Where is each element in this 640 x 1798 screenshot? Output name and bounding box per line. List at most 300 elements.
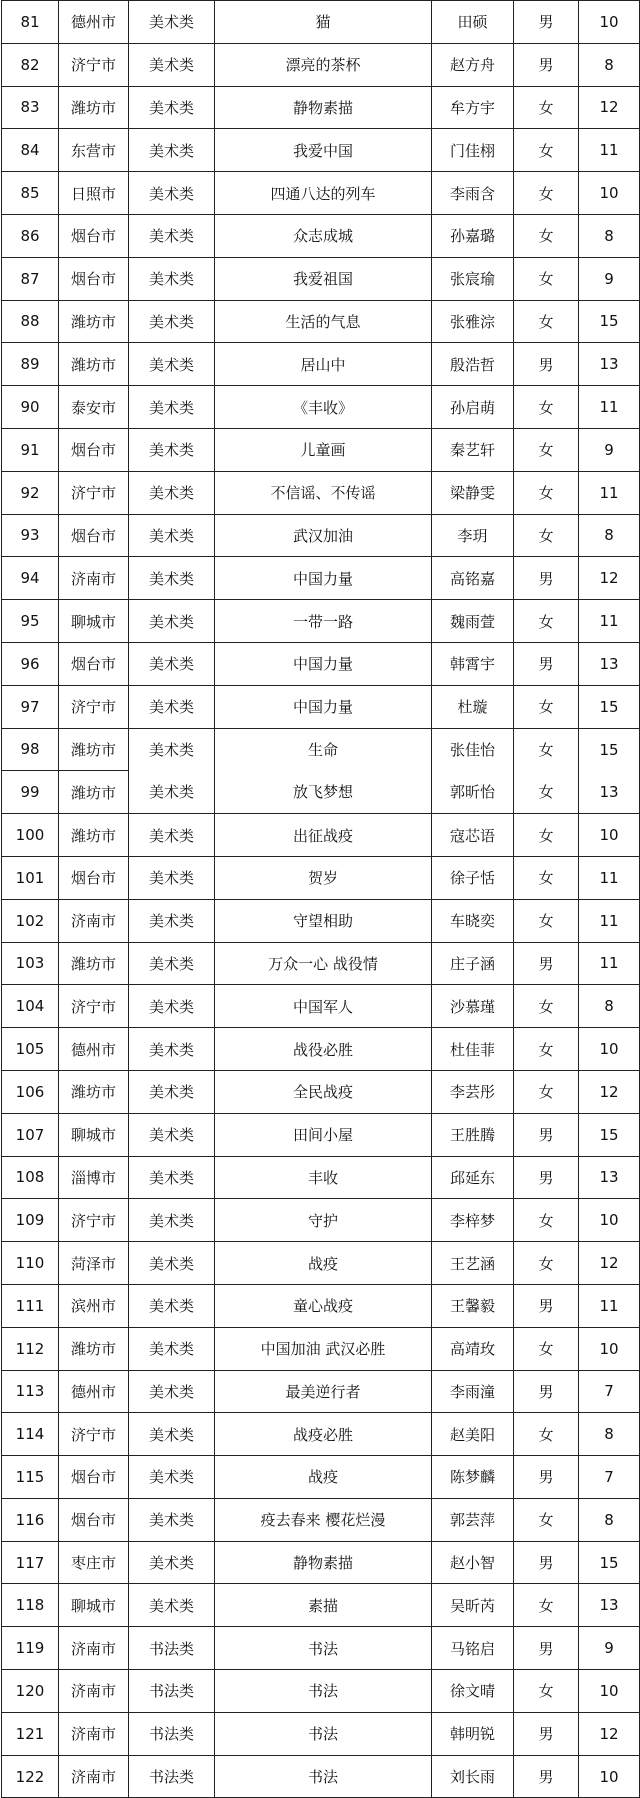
cell-gender: 女 bbox=[514, 257, 579, 300]
cell-work-title: 出征战疫 bbox=[215, 814, 432, 857]
cell-number: 96 bbox=[2, 642, 59, 685]
cell-age: 15 bbox=[579, 728, 640, 771]
cell-student-name: 马铭启 bbox=[432, 1627, 514, 1670]
table-row bbox=[2, 1199, 640, 1242]
cell-category: 美术类 bbox=[129, 386, 215, 429]
cell-work-title: 中国军人 bbox=[215, 985, 432, 1028]
table-row bbox=[2, 214, 640, 257]
cell-work-title: 《丰收》 bbox=[215, 386, 432, 429]
cell-age: 10 bbox=[579, 172, 640, 215]
cell-age: 12 bbox=[579, 86, 640, 129]
table-row bbox=[2, 386, 640, 429]
cell-city: 烟台市 bbox=[59, 428, 129, 471]
table-row bbox=[2, 642, 640, 685]
cell-city: 济南市 bbox=[59, 557, 129, 600]
cell-category: 美术类 bbox=[129, 814, 215, 857]
cell-student-name: 徐子恬 bbox=[432, 856, 514, 899]
cell-student-name: 车晓奕 bbox=[432, 899, 514, 942]
cell-work-title: 儿童画 bbox=[215, 428, 432, 471]
cell-student-name: 孙启萌 bbox=[432, 386, 514, 429]
cell-work-title: 书法 bbox=[215, 1670, 432, 1713]
cell-number: 121 bbox=[2, 1712, 59, 1755]
cell-category: 美术类 bbox=[129, 1327, 215, 1370]
cell-city: 日照市 bbox=[59, 172, 129, 215]
cell-work-title: 书法 bbox=[215, 1627, 432, 1670]
cell-student-name: 田硕 bbox=[432, 1, 514, 44]
cell-category: 美术类 bbox=[129, 1584, 215, 1627]
cell-age: 13 bbox=[579, 642, 640, 685]
cell-category: 美术类 bbox=[129, 942, 215, 985]
cell-category: 美术类 bbox=[129, 1498, 215, 1541]
cell-work-title: 中国加油 武汉必胜 bbox=[215, 1327, 432, 1370]
cell-age: 10 bbox=[579, 1755, 640, 1798]
cell-number: 115 bbox=[2, 1456, 59, 1499]
cell-student-name: 李芸彤 bbox=[432, 1070, 514, 1113]
cell-city: 聊城市 bbox=[59, 600, 129, 643]
cell-gender: 女 bbox=[514, 1584, 579, 1627]
cell-category: 美术类 bbox=[129, 471, 215, 514]
table-row bbox=[2, 1498, 640, 1541]
cell-number: 89 bbox=[2, 343, 59, 386]
cell-age: 9 bbox=[579, 257, 640, 300]
cell-category: 美术类 bbox=[129, 685, 215, 728]
table-row bbox=[2, 1670, 640, 1713]
cell-age: 7 bbox=[579, 1370, 640, 1413]
cell-gender: 男 bbox=[514, 43, 579, 86]
cell-work-title: 童心战疫 bbox=[215, 1284, 432, 1327]
cell-age: 11 bbox=[579, 942, 640, 985]
cell-city: 济宁市 bbox=[59, 1199, 129, 1242]
cell-category: 美术类 bbox=[129, 172, 215, 215]
table-row bbox=[2, 1284, 640, 1327]
cell-gender: 男 bbox=[514, 1, 579, 44]
cell-age: 11 bbox=[579, 386, 640, 429]
cell-gender: 女 bbox=[514, 899, 579, 942]
cell-gender: 女 bbox=[514, 685, 579, 728]
cell-gender: 女 bbox=[514, 471, 579, 514]
award-table bbox=[1, 0, 640, 1798]
cell-number: 111 bbox=[2, 1284, 59, 1327]
table-row bbox=[2, 43, 640, 86]
cell-category: 美术类 bbox=[129, 1370, 215, 1413]
cell-student-name: 杜佳菲 bbox=[432, 1028, 514, 1071]
cell-work-title: 田间小屋 bbox=[215, 1113, 432, 1156]
cell-city: 潍坊市 bbox=[59, 1327, 129, 1370]
cell-work-title: 四通八达的列车 bbox=[215, 172, 432, 215]
cell-student-name: 杜璇 bbox=[432, 685, 514, 728]
cell-gender: 女 bbox=[514, 514, 579, 557]
cell-student-name: 赵小智 bbox=[432, 1541, 514, 1584]
cell-age: 13 bbox=[579, 1584, 640, 1627]
cell-age: 12 bbox=[579, 557, 640, 600]
cell-category: 书法类 bbox=[129, 1755, 215, 1798]
table-row bbox=[2, 86, 640, 129]
cell-gender: 男 bbox=[514, 1370, 579, 1413]
cell-category: 美术类 bbox=[129, 428, 215, 471]
table-row bbox=[2, 1541, 640, 1584]
cell-city: 济南市 bbox=[59, 1712, 129, 1755]
cell-student-name: 赵美阳 bbox=[432, 1413, 514, 1456]
cell-student-name: 赵方舟 bbox=[432, 43, 514, 86]
cell-gender: 女 bbox=[514, 1327, 579, 1370]
cell-age: 11 bbox=[579, 129, 640, 172]
table-row bbox=[2, 1456, 640, 1499]
cell-student-name: 王艺涵 bbox=[432, 1242, 514, 1285]
cell-number: 118 bbox=[2, 1584, 59, 1627]
table-row bbox=[2, 257, 640, 300]
table-row bbox=[2, 514, 640, 557]
cell-age: 8 bbox=[579, 43, 640, 86]
cell-work-title: 放飞梦想 bbox=[215, 771, 432, 814]
cell-student-name: 徐文晴 bbox=[432, 1670, 514, 1713]
cell-gender: 男 bbox=[514, 1712, 579, 1755]
cell-gender: 女 bbox=[514, 771, 579, 814]
cell-category: 美术类 bbox=[129, 1156, 215, 1199]
cell-category: 美术类 bbox=[129, 1541, 215, 1584]
table-row bbox=[2, 1627, 640, 1670]
cell-number: 109 bbox=[2, 1199, 59, 1242]
cell-city: 济宁市 bbox=[59, 471, 129, 514]
table-row bbox=[2, 1712, 640, 1755]
cell-student-name: 王馨毅 bbox=[432, 1284, 514, 1327]
cell-category: 美术类 bbox=[129, 1, 215, 44]
cell-city: 济南市 bbox=[59, 1670, 129, 1713]
cell-category: 美术类 bbox=[129, 1284, 215, 1327]
table-row bbox=[2, 343, 640, 386]
cell-number: 94 bbox=[2, 557, 59, 600]
table-row bbox=[2, 600, 640, 643]
table-row bbox=[2, 728, 640, 771]
cell-city: 潍坊市 bbox=[59, 771, 129, 814]
cell-number: 112 bbox=[2, 1327, 59, 1370]
cell-city: 德州市 bbox=[59, 1370, 129, 1413]
cell-student-name: 梁静雯 bbox=[432, 471, 514, 514]
cell-gender: 女 bbox=[514, 214, 579, 257]
cell-student-name: 殷浩哲 bbox=[432, 343, 514, 386]
cell-number: 113 bbox=[2, 1370, 59, 1413]
cell-number: 103 bbox=[2, 942, 59, 985]
cell-number: 81 bbox=[2, 1, 59, 44]
award-table-body bbox=[2, 1, 640, 1798]
cell-category: 美术类 bbox=[129, 86, 215, 129]
cell-age: 13 bbox=[579, 771, 640, 814]
cell-number: 99 bbox=[2, 771, 59, 814]
cell-category: 美术类 bbox=[129, 257, 215, 300]
cell-work-title: 漂亮的茶杯 bbox=[215, 43, 432, 86]
cell-number: 100 bbox=[2, 814, 59, 857]
cell-number: 108 bbox=[2, 1156, 59, 1199]
cell-age: 12 bbox=[579, 1712, 640, 1755]
cell-number: 82 bbox=[2, 43, 59, 86]
cell-age: 12 bbox=[579, 1242, 640, 1285]
cell-age: 11 bbox=[579, 471, 640, 514]
cell-work-title: 战疫 bbox=[215, 1242, 432, 1285]
cell-city: 烟台市 bbox=[59, 856, 129, 899]
cell-work-title: 战疫 bbox=[215, 1456, 432, 1499]
cell-city: 济南市 bbox=[59, 1755, 129, 1798]
table-row bbox=[2, 129, 640, 172]
cell-work-title: 猫 bbox=[215, 1, 432, 44]
cell-work-title: 静物素描 bbox=[215, 1541, 432, 1584]
cell-city: 潍坊市 bbox=[59, 86, 129, 129]
table-row bbox=[2, 300, 640, 343]
cell-work-title: 我爱祖国 bbox=[215, 257, 432, 300]
cell-work-title: 守护 bbox=[215, 1199, 432, 1242]
cell-city: 济宁市 bbox=[59, 985, 129, 1028]
cell-work-title: 战疫必胜 bbox=[215, 1413, 432, 1456]
cell-student-name: 牟方宇 bbox=[432, 86, 514, 129]
cell-number: 90 bbox=[2, 386, 59, 429]
cell-student-name: 李玥 bbox=[432, 514, 514, 557]
cell-category: 书法类 bbox=[129, 1712, 215, 1755]
cell-gender: 男 bbox=[514, 1156, 579, 1199]
cell-student-name: 张佳怡 bbox=[432, 728, 514, 771]
cell-gender: 女 bbox=[514, 1498, 579, 1541]
cell-number: 85 bbox=[2, 172, 59, 215]
cell-work-title: 武汉加油 bbox=[215, 514, 432, 557]
cell-city: 聊城市 bbox=[59, 1584, 129, 1627]
table-row bbox=[2, 985, 640, 1028]
cell-age: 10 bbox=[579, 1, 640, 44]
table-row bbox=[2, 899, 640, 942]
table-row bbox=[2, 1028, 640, 1071]
cell-number: 93 bbox=[2, 514, 59, 557]
table-row bbox=[2, 1156, 640, 1199]
cell-gender: 女 bbox=[514, 985, 579, 1028]
cell-category: 书法类 bbox=[129, 1670, 215, 1713]
cell-work-title: 居山中 bbox=[215, 343, 432, 386]
cell-number: 83 bbox=[2, 86, 59, 129]
cell-gender: 男 bbox=[514, 557, 579, 600]
cell-student-name: 李雨潼 bbox=[432, 1370, 514, 1413]
cell-category: 美术类 bbox=[129, 1242, 215, 1285]
cell-gender: 男 bbox=[514, 942, 579, 985]
cell-work-title: 生命 bbox=[215, 728, 432, 771]
cell-age: 8 bbox=[579, 514, 640, 557]
cell-student-name: 庄子涵 bbox=[432, 942, 514, 985]
cell-city: 德州市 bbox=[59, 1, 129, 44]
cell-city: 潍坊市 bbox=[59, 343, 129, 386]
cell-gender: 女 bbox=[514, 1242, 579, 1285]
cell-city: 烟台市 bbox=[59, 1498, 129, 1541]
cell-category: 美术类 bbox=[129, 43, 215, 86]
cell-work-title: 中国力量 bbox=[215, 642, 432, 685]
cell-category: 美术类 bbox=[129, 214, 215, 257]
cell-gender: 女 bbox=[514, 1199, 579, 1242]
cell-city: 滨州市 bbox=[59, 1284, 129, 1327]
cell-work-title: 疫去春来 樱花烂漫 bbox=[215, 1498, 432, 1541]
cell-category: 美术类 bbox=[129, 557, 215, 600]
table-row bbox=[2, 1413, 640, 1456]
cell-gender: 女 bbox=[514, 856, 579, 899]
cell-city: 济南市 bbox=[59, 1627, 129, 1670]
cell-age: 11 bbox=[579, 1284, 640, 1327]
cell-city: 德州市 bbox=[59, 1028, 129, 1071]
cell-student-name: 郭芸萍 bbox=[432, 1498, 514, 1541]
cell-number: 119 bbox=[2, 1627, 59, 1670]
cell-work-title: 全民战疫 bbox=[215, 1070, 432, 1113]
cell-student-name: 门佳栩 bbox=[432, 129, 514, 172]
cell-city: 东营市 bbox=[59, 129, 129, 172]
table-row bbox=[2, 1, 640, 44]
cell-gender: 女 bbox=[514, 129, 579, 172]
cell-number: 98 bbox=[2, 728, 59, 771]
cell-gender: 男 bbox=[514, 343, 579, 386]
cell-city: 烟台市 bbox=[59, 514, 129, 557]
cell-student-name: 郭昕怡 bbox=[432, 771, 514, 814]
table-row bbox=[2, 942, 640, 985]
cell-age: 10 bbox=[579, 1199, 640, 1242]
cell-city: 烟台市 bbox=[59, 642, 129, 685]
cell-city: 烟台市 bbox=[59, 257, 129, 300]
cell-age: 7 bbox=[579, 1456, 640, 1499]
cell-work-title: 众志成城 bbox=[215, 214, 432, 257]
cell-category: 书法类 bbox=[129, 1627, 215, 1670]
cell-gender: 女 bbox=[514, 300, 579, 343]
cell-student-name: 寇芯语 bbox=[432, 814, 514, 857]
cell-student-name: 吴昕芮 bbox=[432, 1584, 514, 1627]
cell-age: 15 bbox=[579, 1113, 640, 1156]
table-row bbox=[2, 1755, 640, 1798]
cell-age: 10 bbox=[579, 1327, 640, 1370]
table-row bbox=[2, 1370, 640, 1413]
cell-category: 美术类 bbox=[129, 514, 215, 557]
cell-age: 12 bbox=[579, 1070, 640, 1113]
cell-gender: 女 bbox=[514, 86, 579, 129]
cell-category: 美术类 bbox=[129, 1199, 215, 1242]
cell-work-title: 我爱中国 bbox=[215, 129, 432, 172]
cell-number: 88 bbox=[2, 300, 59, 343]
cell-number: 110 bbox=[2, 1242, 59, 1285]
cell-gender: 男 bbox=[514, 642, 579, 685]
cell-work-title: 最美逆行者 bbox=[215, 1370, 432, 1413]
cell-category: 美术类 bbox=[129, 1456, 215, 1499]
cell-category: 美术类 bbox=[129, 728, 215, 771]
cell-number: 102 bbox=[2, 899, 59, 942]
cell-category: 美术类 bbox=[129, 642, 215, 685]
table-row bbox=[2, 1113, 640, 1156]
cell-work-title: 中国力量 bbox=[215, 685, 432, 728]
cell-city: 菏泽市 bbox=[59, 1242, 129, 1285]
cell-age: 13 bbox=[579, 1156, 640, 1199]
table-row bbox=[2, 557, 640, 600]
cell-work-title: 万众一心 战役情 bbox=[215, 942, 432, 985]
table-row bbox=[2, 428, 640, 471]
cell-work-title: 素描 bbox=[215, 1584, 432, 1627]
cell-category: 美术类 bbox=[129, 1113, 215, 1156]
cell-category: 美术类 bbox=[129, 985, 215, 1028]
cell-student-name: 高靖玫 bbox=[432, 1327, 514, 1370]
cell-number: 86 bbox=[2, 214, 59, 257]
table-row bbox=[2, 685, 640, 728]
cell-number: 120 bbox=[2, 1670, 59, 1713]
cell-work-title: 书法 bbox=[215, 1755, 432, 1798]
cell-gender: 女 bbox=[514, 428, 579, 471]
cell-age: 10 bbox=[579, 814, 640, 857]
cell-student-name: 沙慕瑾 bbox=[432, 985, 514, 1028]
cell-number: 105 bbox=[2, 1028, 59, 1071]
cell-number: 87 bbox=[2, 257, 59, 300]
cell-age: 8 bbox=[579, 985, 640, 1028]
cell-gender: 女 bbox=[514, 386, 579, 429]
cell-category: 美术类 bbox=[129, 856, 215, 899]
cell-number: 106 bbox=[2, 1070, 59, 1113]
cell-gender: 女 bbox=[514, 1670, 579, 1713]
cell-number: 104 bbox=[2, 985, 59, 1028]
cell-student-name: 秦艺轩 bbox=[432, 428, 514, 471]
cell-city: 聊城市 bbox=[59, 1113, 129, 1156]
cell-city: 烟台市 bbox=[59, 214, 129, 257]
cell-number: 84 bbox=[2, 129, 59, 172]
cell-number: 97 bbox=[2, 685, 59, 728]
cell-city: 济宁市 bbox=[59, 1413, 129, 1456]
cell-gender: 男 bbox=[514, 1284, 579, 1327]
cell-number: 107 bbox=[2, 1113, 59, 1156]
cell-category: 美术类 bbox=[129, 600, 215, 643]
cell-category: 美术类 bbox=[129, 771, 215, 814]
cell-student-name: 高铭嘉 bbox=[432, 557, 514, 600]
table-row bbox=[2, 1242, 640, 1285]
cell-work-title: 书法 bbox=[215, 1712, 432, 1755]
cell-number: 92 bbox=[2, 471, 59, 514]
cell-gender: 男 bbox=[514, 1541, 579, 1584]
cell-age: 15 bbox=[579, 300, 640, 343]
cell-category: 美术类 bbox=[129, 1413, 215, 1456]
cell-age: 11 bbox=[579, 600, 640, 643]
cell-student-name: 张宸瑜 bbox=[432, 257, 514, 300]
table-row bbox=[2, 1584, 640, 1627]
cell-age: 13 bbox=[579, 343, 640, 386]
cell-category: 美术类 bbox=[129, 899, 215, 942]
cell-student-name: 李雨含 bbox=[432, 172, 514, 215]
cell-student-name: 李梓梦 bbox=[432, 1199, 514, 1242]
cell-age: 8 bbox=[579, 214, 640, 257]
cell-category: 美术类 bbox=[129, 343, 215, 386]
cell-gender: 女 bbox=[514, 1070, 579, 1113]
cell-gender: 男 bbox=[514, 1627, 579, 1670]
cell-number: 114 bbox=[2, 1413, 59, 1456]
cell-category: 美术类 bbox=[129, 300, 215, 343]
table-row bbox=[2, 172, 640, 215]
cell-category: 美术类 bbox=[129, 129, 215, 172]
cell-student-name: 张雅淙 bbox=[432, 300, 514, 343]
cell-gender: 女 bbox=[514, 1413, 579, 1456]
cell-work-title: 贺岁 bbox=[215, 856, 432, 899]
cell-age: 10 bbox=[579, 1028, 640, 1071]
cell-gender: 女 bbox=[514, 600, 579, 643]
cell-gender: 女 bbox=[514, 172, 579, 215]
cell-age: 8 bbox=[579, 1498, 640, 1541]
cell-number: 101 bbox=[2, 856, 59, 899]
cell-work-title: 守望相助 bbox=[215, 899, 432, 942]
cell-age: 8 bbox=[579, 1413, 640, 1456]
table-row bbox=[2, 814, 640, 857]
cell-gender: 男 bbox=[514, 1755, 579, 1798]
cell-category: 美术类 bbox=[129, 1028, 215, 1071]
cell-city: 潍坊市 bbox=[59, 814, 129, 857]
cell-category: 美术类 bbox=[129, 1070, 215, 1113]
cell-age: 10 bbox=[579, 1670, 640, 1713]
table-row bbox=[2, 471, 640, 514]
cell-age: 9 bbox=[579, 1627, 640, 1670]
cell-city: 济宁市 bbox=[59, 43, 129, 86]
table-row bbox=[2, 856, 640, 899]
cell-work-title: 不信谣、不传谣 bbox=[215, 471, 432, 514]
cell-city: 淄博市 bbox=[59, 1156, 129, 1199]
cell-work-title: 静物素描 bbox=[215, 86, 432, 129]
table-row bbox=[2, 1070, 640, 1113]
table-row bbox=[2, 771, 640, 814]
